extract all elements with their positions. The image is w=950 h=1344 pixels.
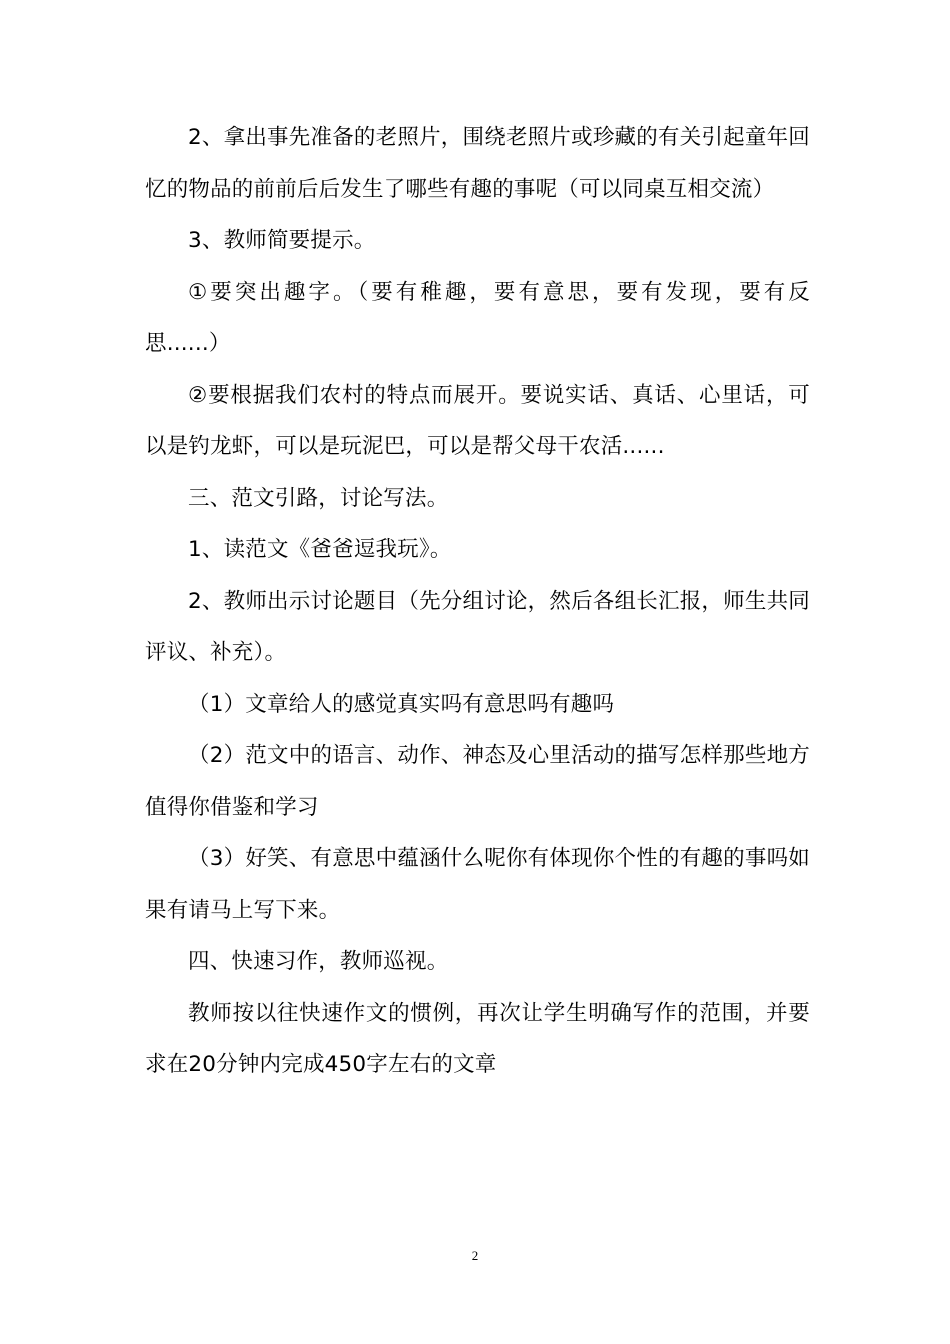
section-heading-4: 四、快速习作，教师巡视。	[188, 949, 449, 974]
body-text	[145, 112, 810, 1091]
paragraph-teacher-tips: 3、教师简要提示。	[188, 228, 376, 253]
paragraph-tip-1: ①要突出趣字。（要有稚趣，要有意思，要有发现，要有反思......）	[145, 279, 810, 356]
question-2: （2）范文中的语言、动作、神态及心里活动的描写怎样那些地方值得你借鉴和学习	[145, 743, 810, 820]
section-heading-3: 三、范文引路，讨论写法。	[188, 485, 449, 511]
paragraph-discussion: 2、教师出示讨论题目（先分组讨论，然后各组长汇报，师生共同评议、补充）。	[145, 588, 810, 665]
paragraph-materials: 2、拿出事先准备的老照片，围绕老照片或珍藏的有关引起童年回忆的物品的前前后后发生了哪些有趣的事呢（可以同桌互相交流）	[145, 125, 810, 202]
paragraph-tip-2: ②要根据我们农村的特点而展开。要说实话、真话、心里话，可以是钓龙虾，可以是玩泥巴，可以是帮父母干农活......	[145, 382, 810, 459]
page-number: 2	[471, 1248, 479, 1263]
question-1: （1）文章给人的感觉真实吗有意思吗有趣吗	[188, 691, 615, 717]
paragraph-writing-requirement: 教师按以往快速作文的惯例，再次让学生明确写作的范围，并要求在20分钟内完成450字左右的文章	[145, 1000, 810, 1077]
question-3: （3）好笑、有意思中蕴涵什么呢你有体现你个性的有趣的事吗如果有请马上写下来。	[145, 846, 810, 923]
paragraph-read-sample: 1、读范文《爸爸逗我玩》。	[188, 537, 452, 562]
